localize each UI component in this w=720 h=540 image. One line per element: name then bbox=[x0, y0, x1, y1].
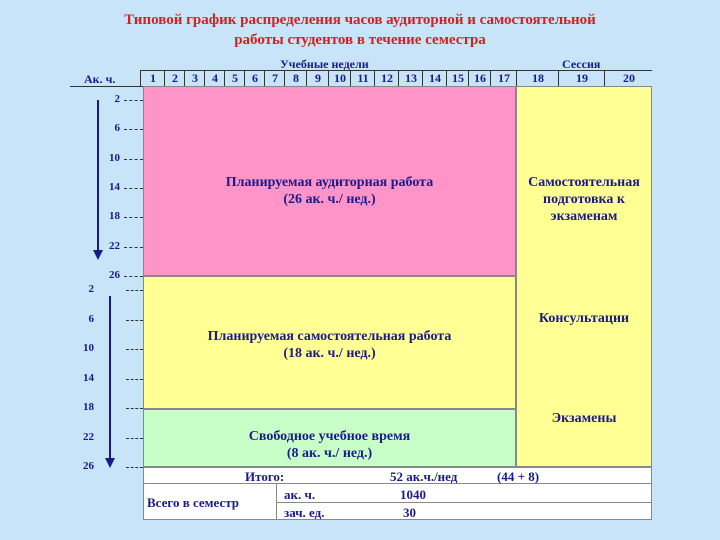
axis1-arrow-head bbox=[93, 250, 103, 260]
week-header-11: 11 bbox=[350, 71, 375, 86]
week-header-2: 2 bbox=[164, 71, 185, 86]
week-header-10: 10 bbox=[328, 71, 351, 86]
week-header-7: 7 bbox=[264, 71, 285, 86]
axis2-tick-14: 14 bbox=[83, 371, 94, 384]
session-label: Сессия bbox=[562, 57, 601, 71]
axis1-tick-6: 6 bbox=[114, 122, 120, 135]
week-header-6: 6 bbox=[244, 71, 265, 86]
axis1-tick-26: 26 bbox=[109, 268, 120, 281]
semester-credits-value: 30 bbox=[403, 505, 416, 520]
week-header-4: 4 bbox=[204, 71, 225, 86]
axis2-arrow-head bbox=[105, 458, 115, 468]
title-line-2: работы студентов в течение семестра bbox=[234, 32, 486, 48]
week-header-5: 5 bbox=[224, 71, 245, 86]
axis2-tick-18: 18 bbox=[83, 401, 94, 413]
week-header-20: 20 bbox=[604, 71, 653, 86]
axis2-tick-26: 26 bbox=[83, 460, 94, 472]
total-label: Итого: bbox=[245, 469, 285, 484]
semester-hours-label: ак. ч. bbox=[284, 487, 316, 502]
free-line2: (8 ак. ч./ нед.) bbox=[286, 446, 373, 461]
axis1-tick-18: 18 bbox=[109, 210, 120, 223]
exam-prep-line3: экзаменам bbox=[550, 209, 618, 224]
consult-text: Консультации bbox=[538, 311, 630, 326]
week-header-17: 17 bbox=[490, 71, 517, 86]
axis1-tick-14: 14 bbox=[109, 180, 120, 193]
week-header-9: 9 bbox=[306, 71, 329, 86]
week-header-3: 3 bbox=[184, 71, 205, 86]
week-header-15: 15 bbox=[446, 71, 469, 86]
exam-prep-line1: Самостоятельная bbox=[528, 175, 640, 190]
axis1-tick-22: 22 bbox=[109, 239, 120, 252]
axis2-tick-22: 22 bbox=[83, 430, 94, 443]
week-header-18: 18 bbox=[516, 71, 559, 86]
free-line1: Свободное учебное время bbox=[248, 429, 411, 444]
auditory-line2: (26 ак. ч./ нед.) bbox=[283, 192, 376, 207]
weeks-label: Учебные недели bbox=[280, 57, 369, 71]
total-formula: (44 + 8) bbox=[497, 469, 540, 484]
week-header-13: 13 bbox=[398, 71, 423, 86]
week-header-1: 1 bbox=[140, 71, 165, 86]
axis2-tick-2: 2 bbox=[88, 283, 94, 295]
semester-credits-label: зач. ед. bbox=[284, 505, 325, 520]
exams-text: Экзамены bbox=[551, 411, 617, 426]
semester-hours-value: 1040 bbox=[400, 487, 426, 502]
week-header-8: 8 bbox=[284, 71, 307, 86]
auditory-line1: Планируемая аудиторная работа bbox=[225, 175, 434, 190]
axis2-tick-10: 10 bbox=[83, 342, 94, 354]
week-header-12: 12 bbox=[374, 71, 399, 86]
total-per-week: 52 ак.ч./нед bbox=[390, 469, 458, 484]
hours-label: Ак. ч. bbox=[84, 72, 116, 86]
axis1-tick-10: 10 bbox=[109, 151, 120, 164]
exam-prep-line2: подготовка к bbox=[543, 192, 625, 207]
week-header-16: 16 bbox=[468, 71, 491, 86]
title-line-1: Типовой график распределения часов аудиторной и самостоятельной bbox=[124, 12, 596, 28]
week-header-14: 14 bbox=[422, 71, 447, 86]
self-line1: Планируемая самостоятельная работа bbox=[207, 329, 452, 344]
semester-label: Всего в семестр bbox=[147, 495, 239, 510]
axis2-tick-6: 6 bbox=[88, 312, 94, 325]
axis1-tick-2: 2 bbox=[114, 93, 120, 105]
self-line2: (18 ак. ч./ нед.) bbox=[283, 346, 376, 361]
week-header-19: 19 bbox=[558, 71, 605, 86]
